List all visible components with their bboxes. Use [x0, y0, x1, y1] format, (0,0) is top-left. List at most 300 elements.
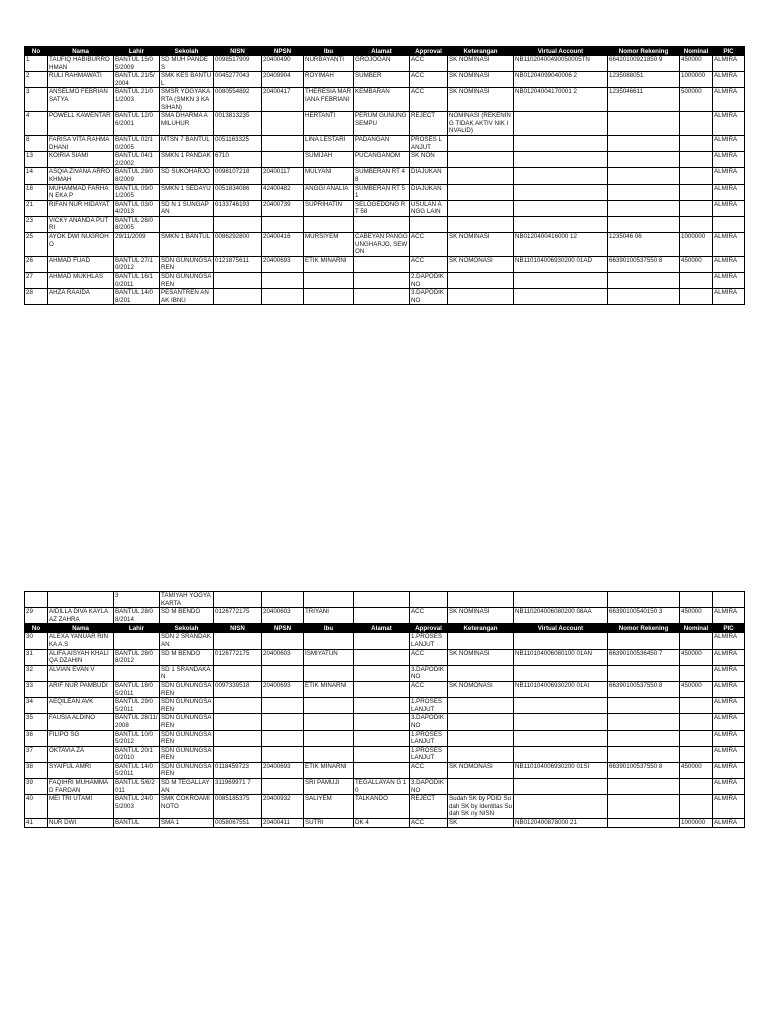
- table-cell: [354, 633, 410, 649]
- table-cell: 1.PROSES LANJUT: [410, 730, 448, 746]
- table-cell: NOMINASI (REKENING TIDAK AKTIV NIK INVALID): [448, 112, 514, 136]
- table-cell: 311969971 7: [214, 779, 262, 795]
- table-body-section-2: [25, 633, 745, 827]
- table-cell: NB0120400878000 21: [514, 819, 608, 828]
- table-cell: Sudah SK by PDID Sudah SK by Identitas Sudah SK ny NISN: [449, 795, 512, 818]
- table-cell: [713, 592, 745, 608]
- table-cell: SMA DHARMA AMILUHUR: [160, 112, 214, 136]
- table-cell: 1235046611: [608, 88, 680, 112]
- table-cell: 20400416: [262, 233, 304, 257]
- table-cell: NB110104006930200 01SI: [514, 762, 608, 778]
- table-cell: ALMIRA: [713, 795, 745, 819]
- table-cell: SUMBER: [354, 72, 410, 88]
- table-cell: SUPRIHATIN: [304, 200, 354, 216]
- table-row: [25, 779, 745, 795]
- table-row: [25, 819, 745, 828]
- column-header: Sekolah: [160, 624, 214, 633]
- table-cell: [114, 633, 160, 649]
- table-cell: SUMBERAN RT 48: [354, 168, 410, 184]
- table-cell: SUMBERAN RT 51: [354, 184, 410, 200]
- table-cell: SMKN 1 BANTUL: [160, 233, 214, 257]
- table-cell: [680, 665, 713, 681]
- table-cell: SMKN 1 PANDAK: [160, 152, 214, 168]
- table-cell: ALIFA AISYAH KHALIQA DZAHIN: [48, 649, 114, 665]
- table-cell: 30: [25, 633, 48, 649]
- table-cell: [680, 135, 713, 151]
- table-cell: ACC: [410, 56, 448, 72]
- table-cell: BANTUL 14/05/2011: [114, 762, 160, 778]
- table-cell: ALMIRA: [713, 665, 745, 681]
- table-cell: [304, 216, 354, 232]
- table-cell: 1.PROSES LANJUT: [410, 633, 448, 649]
- table-cell: ALMIRA: [713, 233, 745, 257]
- table-cell: TALKANDO: [354, 795, 410, 819]
- table-cell: [680, 633, 713, 649]
- table-cell: ALMIRA: [713, 819, 745, 828]
- table-row: [25, 762, 745, 778]
- column-header: Virtual Account: [514, 624, 608, 633]
- table-cell: ALMIRA: [713, 649, 745, 665]
- table-cell: 29/11/2009: [114, 233, 160, 257]
- table-cell: BANTUL 04/12/2002: [114, 152, 160, 168]
- table-cell: 0051834086: [214, 184, 262, 200]
- table-cell: [214, 746, 262, 762]
- table-cell: [262, 273, 304, 289]
- table-cell: LINA LESTARI: [304, 135, 354, 151]
- table-cell: TRIYANI: [304, 608, 354, 624]
- table-cell: ARIF NUR PAMBUDI: [48, 681, 114, 697]
- table-cell: [262, 746, 304, 762]
- table-cell: PADANGAN: [354, 135, 410, 151]
- table-cell: [354, 608, 410, 624]
- table-cell: [410, 216, 448, 232]
- table-cell: ROYIMAH: [304, 72, 354, 88]
- table-cell: [608, 216, 680, 232]
- table-cell: [448, 730, 514, 746]
- table-cell: ASQIA ZIVANA ARROKHMAH: [48, 168, 114, 184]
- table-cell: [514, 273, 608, 289]
- table-cell: 500000: [680, 88, 713, 112]
- table-cell: ALMIRA: [713, 152, 745, 168]
- table-cell: [354, 256, 410, 272]
- table-cell: [448, 135, 514, 151]
- table-cell: [214, 665, 262, 681]
- table-cell: [608, 184, 680, 200]
- table-cell: 450000: [680, 681, 713, 697]
- table-cell: [354, 714, 410, 730]
- table-cell: 450000: [680, 608, 713, 624]
- table-cell: [514, 698, 608, 714]
- table-cell: 20400417: [262, 88, 304, 112]
- column-header: Approval: [410, 47, 448, 56]
- table-cell: 20400603: [262, 649, 304, 665]
- table-cell: ALMIRA: [713, 608, 745, 624]
- table-row: [25, 233, 745, 257]
- table-cell: 0126772175: [214, 608, 262, 624]
- header-row-repeat: [25, 624, 745, 633]
- table-cell: BANTUL 29/08/2009: [114, 168, 160, 184]
- table-cell: ALMIRA: [713, 730, 745, 746]
- table-cell: [608, 152, 680, 168]
- table-cell: [514, 112, 608, 136]
- table-cell: NB110204006080200 08AA: [514, 608, 608, 624]
- table-cell: 1235088051: [608, 72, 680, 88]
- table-cell: 0080554892: [214, 88, 262, 112]
- table-cell: 20409904: [262, 72, 304, 88]
- table-cell: 20400117: [262, 168, 304, 184]
- table-cell: [680, 746, 713, 762]
- table-cell: 0098517909: [214, 56, 262, 72]
- table-cell: [354, 681, 410, 697]
- table-cell: 4: [25, 112, 48, 136]
- table-cell: SK: [448, 819, 514, 828]
- table-cell: [680, 112, 713, 136]
- table-cell: ALMIRA: [713, 56, 745, 72]
- table-cell: [680, 289, 713, 305]
- table-row: [25, 592, 745, 608]
- table-cell: 0058067551: [214, 819, 262, 828]
- table-cell: 0098107218: [214, 168, 262, 184]
- table-cell: BANTUL 02/10/2005: [114, 135, 160, 151]
- table-cell: 450000: [680, 56, 713, 72]
- table-cell: [354, 746, 410, 762]
- table-cell: 0085185375: [214, 795, 262, 819]
- table-cell: BANTUL 15/05/2009: [114, 56, 160, 72]
- table-row: [25, 795, 745, 819]
- table-cell: ALMIRA: [713, 72, 745, 88]
- column-header: Nama: [48, 47, 114, 56]
- table-row: [25, 152, 745, 168]
- column-header: Virtual Account: [514, 47, 608, 56]
- table-cell: SRI PAMUJI: [304, 779, 354, 795]
- table-cell: [214, 714, 262, 730]
- column-header: Approval: [410, 624, 448, 633]
- table-cell: 0097339518: [214, 681, 262, 697]
- column-header: Nama: [48, 624, 114, 633]
- table-cell: SYAIFUL AMRI: [48, 762, 114, 778]
- table-cell: [48, 592, 114, 608]
- table-cell: SELOGEDONG RT 58: [354, 200, 410, 216]
- table-cell: ACC: [410, 819, 448, 828]
- table-cell: ANGGI ANALIA: [304, 184, 354, 200]
- column-header: NISN: [214, 47, 262, 56]
- column-header: NISN: [214, 624, 262, 633]
- table-cell: ALMIRA: [713, 112, 745, 136]
- table-cell: [448, 289, 514, 305]
- column-header: No: [25, 624, 48, 633]
- table-cell: [304, 746, 354, 762]
- table-cell: 29: [25, 608, 48, 624]
- table-cell: [514, 184, 608, 200]
- column-header: Nomor Rekening: [608, 47, 680, 56]
- table-row: [25, 633, 745, 649]
- table-cell: BANTUL 28/08/2005: [114, 216, 160, 232]
- table-cell: SDN GUNUNGSAREN: [161, 256, 212, 272]
- table-cell: ANSELMO FEBRIAN SATYA: [48, 88, 114, 112]
- table-cell: REJECT: [410, 795, 448, 819]
- table-cell: [514, 746, 608, 762]
- table-cell: BANTUL: [114, 819, 160, 828]
- table-row: [25, 184, 745, 200]
- table-cell: [514, 779, 608, 795]
- table-row: [25, 273, 745, 289]
- table-cell: 450000: [680, 762, 713, 778]
- table-cell: SD M BENDO: [160, 649, 214, 665]
- table-cell: [608, 200, 680, 216]
- table-cell: 6710: [214, 152, 262, 168]
- table-cell: ALMIRA: [713, 256, 745, 272]
- table-cell: PESANTREN ANAK IBNU: [160, 289, 214, 305]
- table-row: [25, 216, 745, 232]
- table-row: [25, 168, 745, 184]
- header-row: [25, 47, 745, 56]
- table-cell: [514, 730, 608, 746]
- table-cell: 450000: [680, 649, 713, 665]
- table-cell: [448, 184, 514, 200]
- table-cell: ALMIRA: [713, 633, 745, 649]
- table-cell: ALMIRA: [713, 184, 745, 200]
- table-cell: NB0120400416000 12: [514, 233, 608, 257]
- table-cell: 27: [25, 273, 48, 289]
- table-cell: 8: [25, 135, 48, 151]
- table-row: [25, 746, 745, 762]
- table-row: [25, 608, 745, 624]
- table-cell: [608, 112, 680, 136]
- table-cell: 1.PROSES LANJUT: [410, 746, 448, 762]
- table-cell: [448, 779, 514, 795]
- table-cell: [262, 216, 304, 232]
- table-cell: ACC: [410, 72, 448, 88]
- table-cell: [354, 592, 410, 608]
- table-cell: KOIRIA SIAMI: [48, 152, 114, 168]
- table-cell: SK NOMONASI: [448, 762, 514, 778]
- table-cell: BANTUL 21/5/2004: [114, 72, 160, 88]
- table-cell: FARISA VITA RAHMADHANI: [48, 135, 114, 151]
- table-cell: SD N 1 SUNGAPAN: [160, 200, 214, 216]
- table-cell: ALMIRA: [713, 779, 745, 795]
- table-cell: AEQILEAN AVK: [48, 698, 114, 714]
- table-cell: [514, 289, 608, 305]
- table-cell: 20400932: [262, 795, 304, 819]
- table-cell: SD MUH PANDES: [160, 56, 214, 72]
- table-cell: OKTAVIA ZA: [48, 746, 114, 762]
- table-cell: [608, 698, 680, 714]
- table-cell: 66390100540150 3: [608, 608, 680, 624]
- table-cell: 20400693: [262, 681, 304, 697]
- table-cell: SALIYEM: [304, 795, 354, 819]
- table-cell: SMSR YOGYAKARTA (SMKN 3 KASIHAN): [160, 88, 214, 112]
- table-cell: VICKY ANANDA PUTRI: [48, 216, 114, 232]
- table-cell: [448, 168, 514, 184]
- table-cell: HERTANTI: [304, 112, 354, 136]
- table-cell: 21: [25, 200, 48, 216]
- table-cell: ALMIRA: [713, 200, 745, 216]
- table-cell: PERUM GUNUNGSEMPU: [354, 112, 410, 136]
- table-cell: 20400693: [262, 762, 304, 778]
- table-cell: [354, 730, 410, 746]
- table-cell: 36: [25, 730, 48, 746]
- table-cell: 0086292800: [214, 233, 262, 257]
- table-cell: ALVIAN EVAN V: [48, 665, 114, 681]
- table-cell: AYOK DWI NUGROHO: [48, 233, 114, 257]
- table-cell: 0051163325: [214, 135, 262, 151]
- table-cell: SMK COKROAMINOTO: [160, 795, 214, 819]
- table-cell: SK NOMINASI: [448, 88, 514, 112]
- table-cell: 1000000: [680, 72, 713, 88]
- table-cell: BANTUL 12/06/2001: [114, 112, 160, 136]
- table-cell: 66390100536450 7: [608, 649, 680, 665]
- table-cell: 3: [25, 88, 48, 112]
- table-row: [25, 649, 745, 665]
- table-cell: NB110104006930200 01AI: [514, 681, 608, 697]
- table-cell: 20400490: [262, 56, 304, 72]
- table-cell: [713, 216, 745, 232]
- column-header: Ibu: [304, 624, 354, 633]
- table-cell: SD 1 SRANDAKAN: [160, 665, 214, 681]
- table-cell: [304, 730, 354, 746]
- table-cell: [680, 184, 713, 200]
- table-cell: FILIPO SG: [48, 730, 114, 746]
- table-cell: [608, 273, 680, 289]
- table-cell: [25, 592, 48, 608]
- table-cell: [354, 665, 410, 681]
- table-cell: 42400482: [262, 184, 304, 200]
- table-cell: [354, 762, 410, 778]
- table-cell: [680, 273, 713, 289]
- table-cell: 37: [25, 746, 48, 762]
- table-cell: [608, 714, 680, 730]
- table-cell: RULI RAHMAWATI: [48, 72, 114, 88]
- table-cell: ALMIRA: [713, 746, 745, 762]
- column-header: PIC: [713, 624, 745, 633]
- table-cell: ALMIRA: [713, 273, 745, 289]
- table-cell: DK 4: [354, 819, 410, 828]
- table-cell: [680, 714, 713, 730]
- table-cell: MURSIYEM: [304, 233, 354, 257]
- table-cell: [608, 592, 680, 608]
- table-cell: 41: [25, 819, 48, 828]
- table-cell: MTSN 7 BANTUL: [160, 135, 214, 151]
- table-row: [25, 256, 745, 272]
- column-header: NPSN: [262, 624, 304, 633]
- table-cell: BANTUL 18/05/2011: [114, 681, 160, 697]
- table-cell: [608, 819, 680, 828]
- table-cell: 1: [25, 56, 48, 72]
- table-cell: 25: [25, 233, 48, 257]
- table-cell: NB110104006080100 01AN: [514, 649, 608, 665]
- table-cell: [304, 592, 354, 608]
- table-cell: [214, 633, 262, 649]
- table-cell: KEMBARAN: [354, 88, 410, 112]
- table-cell: 1000000: [680, 233, 713, 257]
- table-cell: DIAJUKAN: [410, 168, 448, 184]
- table-cell: [214, 698, 262, 714]
- table-cell: [160, 216, 214, 232]
- table-cell: AIDILLA DIVA KAYLA AZ ZAHRA: [48, 608, 114, 624]
- table-row: [25, 88, 745, 112]
- table-cell: [680, 795, 713, 819]
- table-row: [25, 112, 745, 136]
- table-cell: ALMIRA: [713, 714, 745, 730]
- column-header: Keterangan: [448, 47, 514, 56]
- table-cell: SK NON: [410, 152, 448, 168]
- table-cell: 33: [25, 681, 48, 697]
- table-cell: 32: [25, 665, 48, 681]
- table-cell: USULAN ANGG LAIN: [410, 200, 448, 216]
- table-cell: [448, 698, 514, 714]
- table-cell: SD M BENDO: [160, 608, 214, 624]
- table-cell: [514, 200, 608, 216]
- column-header: NPSN: [262, 47, 304, 56]
- table-cell: SK NOMINASI: [448, 233, 514, 257]
- table-cell: [608, 795, 680, 819]
- table-cell: [608, 135, 680, 151]
- table-cell: SK NOMINASI: [448, 608, 514, 624]
- table-cell: [514, 135, 608, 151]
- table-cell: [680, 779, 713, 795]
- table-cell: 2: [25, 72, 48, 88]
- table-cell: POWELL KAWENTAR: [48, 112, 114, 136]
- table-cell: SDN GUNUNGSAREN: [161, 746, 212, 762]
- table-cell: 0045277043: [214, 72, 262, 88]
- table-cell: 39: [25, 779, 48, 795]
- column-header: PIC: [713, 47, 745, 56]
- table-cell: SD SUKOHARJO: [160, 168, 214, 184]
- table-cell: ALMIRA: [713, 681, 745, 697]
- column-header: Lahir: [114, 47, 160, 56]
- table-cell: AHZA RAAIDA: [48, 289, 114, 305]
- table-cell: 20400411: [262, 819, 304, 828]
- table-cell: [214, 592, 262, 608]
- table-cell: ALMIRA: [713, 289, 745, 305]
- table-cell: [680, 200, 713, 216]
- table-cell: FAQIHRI MUHAMMAD FARDAN: [48, 779, 114, 795]
- table-body-section-1: [25, 56, 745, 305]
- table-cell: [354, 698, 410, 714]
- table-cell: [354, 649, 410, 665]
- table-row: [25, 681, 745, 697]
- table-cell: [608, 779, 680, 795]
- table-cell: [354, 289, 410, 305]
- table-cell: [304, 633, 354, 649]
- table-cell: [514, 795, 608, 819]
- table-row: [25, 135, 745, 151]
- table-cell: [514, 714, 608, 730]
- column-header: Keterangan: [448, 624, 514, 633]
- table-cell: BANTUL 28/08/2012: [114, 649, 160, 665]
- table-cell: BANTUL 27/10/2012: [114, 256, 160, 272]
- table-cell: SK NOMONASI: [448, 256, 514, 272]
- table-cell: ACC: [410, 256, 448, 272]
- table-cell: 66390100537550 8: [608, 681, 680, 697]
- table-cell: ALMIRA: [713, 168, 745, 184]
- table-cell: ACC: [410, 681, 448, 697]
- table-cell: 0121875611: [214, 256, 262, 272]
- table-cell: TEGALLAYAN G 10: [354, 779, 410, 795]
- table-cell: [262, 698, 304, 714]
- table-cell: RIFAN NUR HIDAYAT: [48, 200, 114, 216]
- table-cell: NURBAYANTI: [304, 56, 354, 72]
- table-row: [25, 200, 745, 216]
- column-header: Nominal: [680, 624, 713, 633]
- table-cell: [680, 216, 713, 232]
- table-cell: 66390100537550 8: [608, 762, 680, 778]
- table-cell: SMKN 1 SEDAYU: [160, 184, 214, 200]
- table-cell: 66390100537550 8: [608, 256, 680, 272]
- table-cell: NB01204004170001 2: [514, 88, 608, 112]
- table-cell: 14: [25, 168, 48, 184]
- table-cell: THERESIA MARIANA FEBRIANI: [304, 88, 354, 112]
